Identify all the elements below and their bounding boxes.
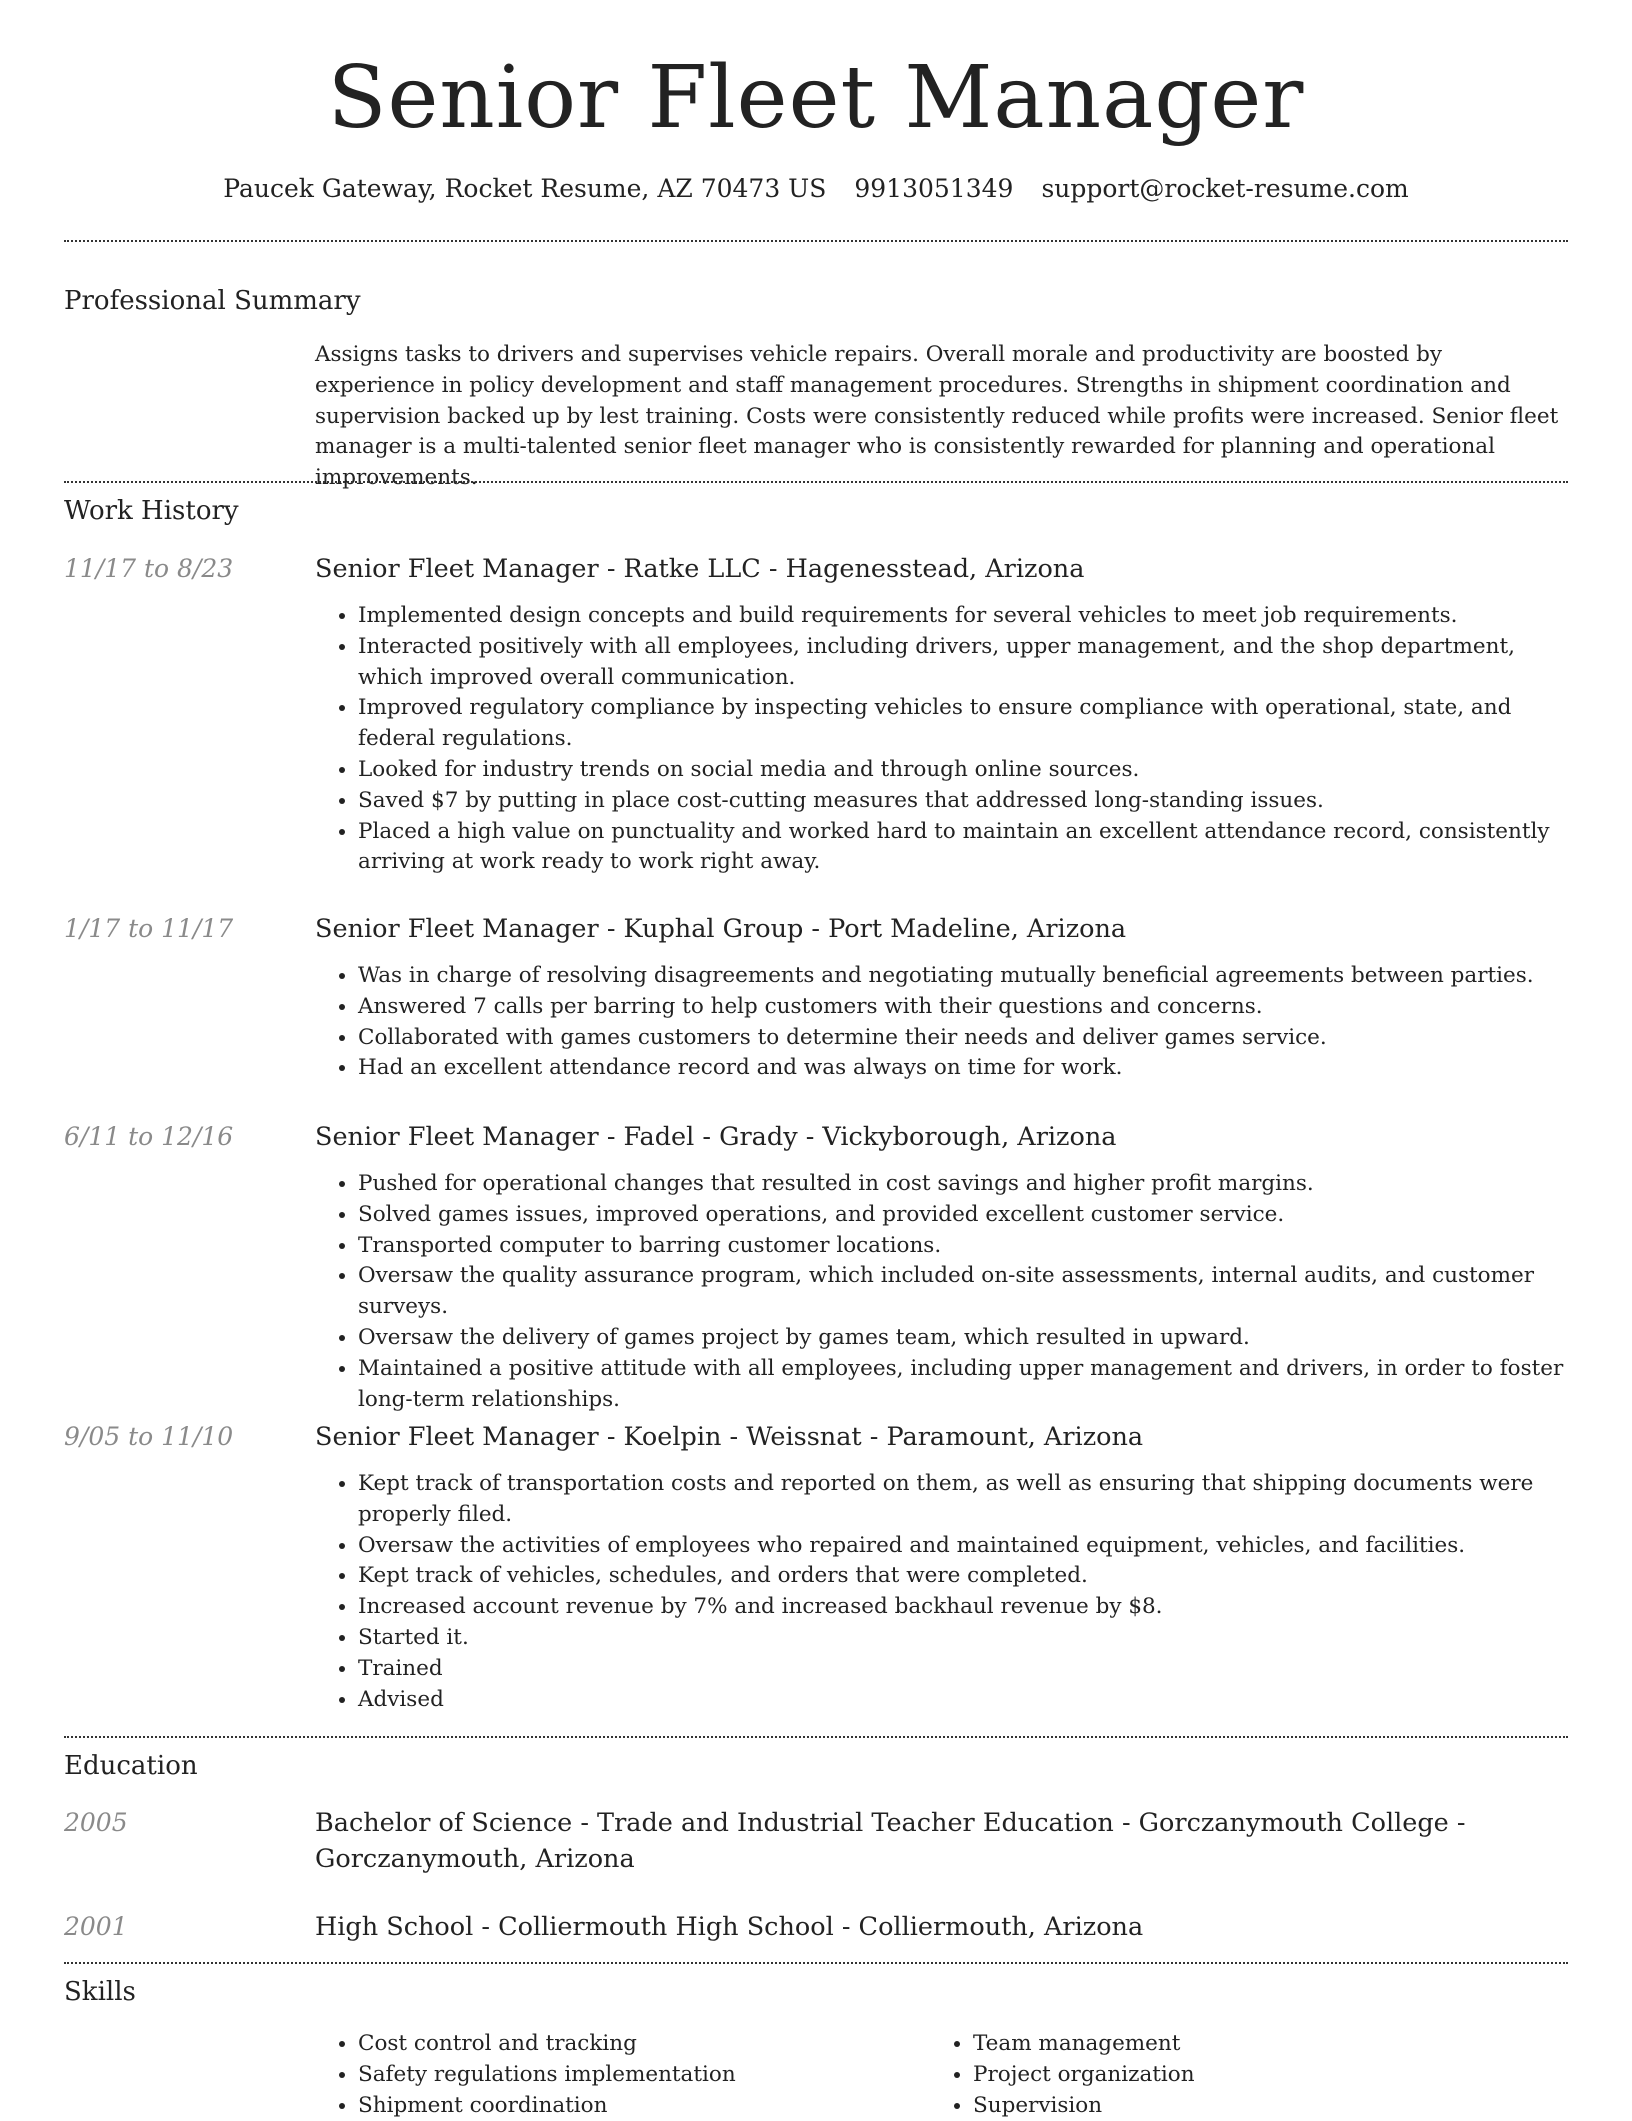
divider — [64, 1962, 1568, 1964]
job-bullet: • Transported computer to barring customer locations. — [358, 1231, 1568, 1262]
contact-email: support@rocket-resume.com — [1041, 174, 1409, 203]
job-bullet: • Increased account revenue by 7% and increased backhaul revenue by $8. — [358, 1592, 1568, 1623]
job-bullet: • Was in charge of resolving disagreements and negotiating mutually beneficial agreements between parties. — [358, 961, 1568, 992]
job-bullet: • Collaborated with games customers to determine their needs and deliver games service. — [358, 1023, 1568, 1054]
skills-list-right — [930, 2029, 1530, 2121]
education-heading: Education — [64, 1751, 198, 1781]
education-year: 2005 — [64, 1808, 128, 1837]
summary-heading: Professional Summary — [64, 286, 361, 316]
job-bullet: • Kept track of transportation costs and reported on them, as well as ensuring that shipping documents were properly filed. — [358, 1469, 1568, 1531]
work-history-heading: Work History — [64, 496, 239, 526]
job-bullet: • Oversaw the activities of employees who repaired and maintained equipment, vehicles, and facilities. — [358, 1531, 1568, 1562]
job-bullet: • Kept track of vehicles, schedules, and orders that were completed. — [358, 1561, 1568, 1592]
job-bullets — [315, 961, 1568, 1084]
job-bullet: • Started it. — [358, 1623, 1568, 1654]
job-bullet: • Advised — [358, 1685, 1568, 1716]
skill-item: • Team management — [973, 2029, 1530, 2060]
job-bullet: • Oversaw the delivery of games project by games team, which resulted in upward. — [358, 1323, 1568, 1354]
job-dates: 1/17 to 11/17 — [64, 914, 234, 943]
skill-item: • Cost control and tracking — [358, 2029, 915, 2060]
job-bullet: • Had an excellent attendance record and was always on time for work. — [358, 1053, 1568, 1084]
job-bullets — [315, 1469, 1568, 1715]
job-bullet: • Placed a high value on punctuality and worked hard to maintain an excellent attendance record, consistently arriving at work ready to work right away. — [358, 817, 1568, 879]
job-bullet: • Oversaw the quality assurance program, which included on-site assessments, internal audits, and customer surveys. — [358, 1261, 1568, 1323]
education-detail: Bachelor of Science - Trade and Industrial Teacher Education - Gorczanymouth College - Gorczanymouth, Arizona — [315, 1808, 1466, 1874]
divider — [64, 481, 1568, 483]
skills-list-left — [315, 2029, 915, 2121]
divider — [64, 1736, 1568, 1738]
job-bullet: • Improved regulatory compliance by inspecting vehicles to ensure compliance with operational, state, and federal regulations. — [358, 693, 1568, 755]
job-dates: 11/17 to 8/23 — [64, 554, 234, 583]
job-bullet: • Solved games issues, improved operations, and provided excellent customer service. — [358, 1200, 1568, 1231]
job-bullets — [315, 601, 1568, 878]
summary-text: Assigns tasks to drivers and supervises vehicle repairs. Overall morale and productivity are boosted by experience in policy development and staff management procedures. Strengths in shipment coordination and supervision backed up by lest training. Costs were consistently reduced while profits were increased. Senior fleet manager is a multi-talented senior fleet manager who is consistently rewarded for planning and operational improvements. — [315, 342, 1559, 491]
job-title: Senior Fleet Manager - Koelpin - Weissnat - Paramount, Arizona — [315, 1422, 1144, 1452]
divider — [64, 240, 1568, 242]
education-detail: High School - Colliermouth High School - Colliermouth, Arizona — [315, 1912, 1144, 1942]
job-dates: 9/05 to 11/10 — [64, 1422, 234, 1451]
job-title: Senior Fleet Manager - Fadel - Grady - Vickyborough, Arizona — [315, 1122, 1117, 1152]
job-bullet: • Answered 7 calls per barring to help customers with their questions and concerns. — [358, 992, 1568, 1023]
job-dates: 6/11 to 12/16 — [64, 1122, 234, 1151]
job-title: Senior Fleet Manager - Kuphal Group - Port Madeline, Arizona — [315, 914, 1127, 944]
job-bullets — [315, 1169, 1568, 1415]
skill-item: • Project organization — [973, 2060, 1530, 2091]
job-title: Senior Fleet Manager - Ratke LLC - Hagenesstead, Arizona — [315, 554, 1085, 584]
resume-name-heading: Senior Fleet Manager — [327, 48, 1305, 148]
skill-item: • Safety regulations implementation — [358, 2060, 915, 2091]
job-bullet: • Trained — [358, 1654, 1568, 1685]
job-bullet: • Saved $7 by putting in place cost-cutting measures that addressed long-standing issues. — [358, 786, 1568, 817]
job-bullet: • Pushed for operational changes that resulted in cost savings and higher profit margins. — [358, 1169, 1568, 1200]
contact-phone: 9913051349 — [854, 174, 1014, 203]
job-bullet: • Looked for industry trends on social media and through online sources. — [358, 755, 1568, 786]
skill-item: • Shipment coordination — [358, 2091, 915, 2121]
skills-heading: Skills — [64, 1977, 136, 2007]
contact-line — [0, 170, 1632, 208]
job-bullet: • Interacted positively with all employees, including drivers, upper management, and the shop department, which improved overall communication. — [358, 632, 1568, 694]
contact-address: Paucek Gateway, Rocket Resume, AZ 70473 US — [223, 174, 827, 203]
education-year: 2001 — [64, 1912, 128, 1941]
job-bullet: • Maintained a positive attitude with all employees, including upper management and drivers, in order to foster long-term relationships. — [358, 1354, 1568, 1416]
skill-item: • Supervision — [973, 2091, 1530, 2121]
job-bullet: • Implemented design concepts and build requirements for several vehicles to meet job requirements. — [358, 601, 1568, 632]
